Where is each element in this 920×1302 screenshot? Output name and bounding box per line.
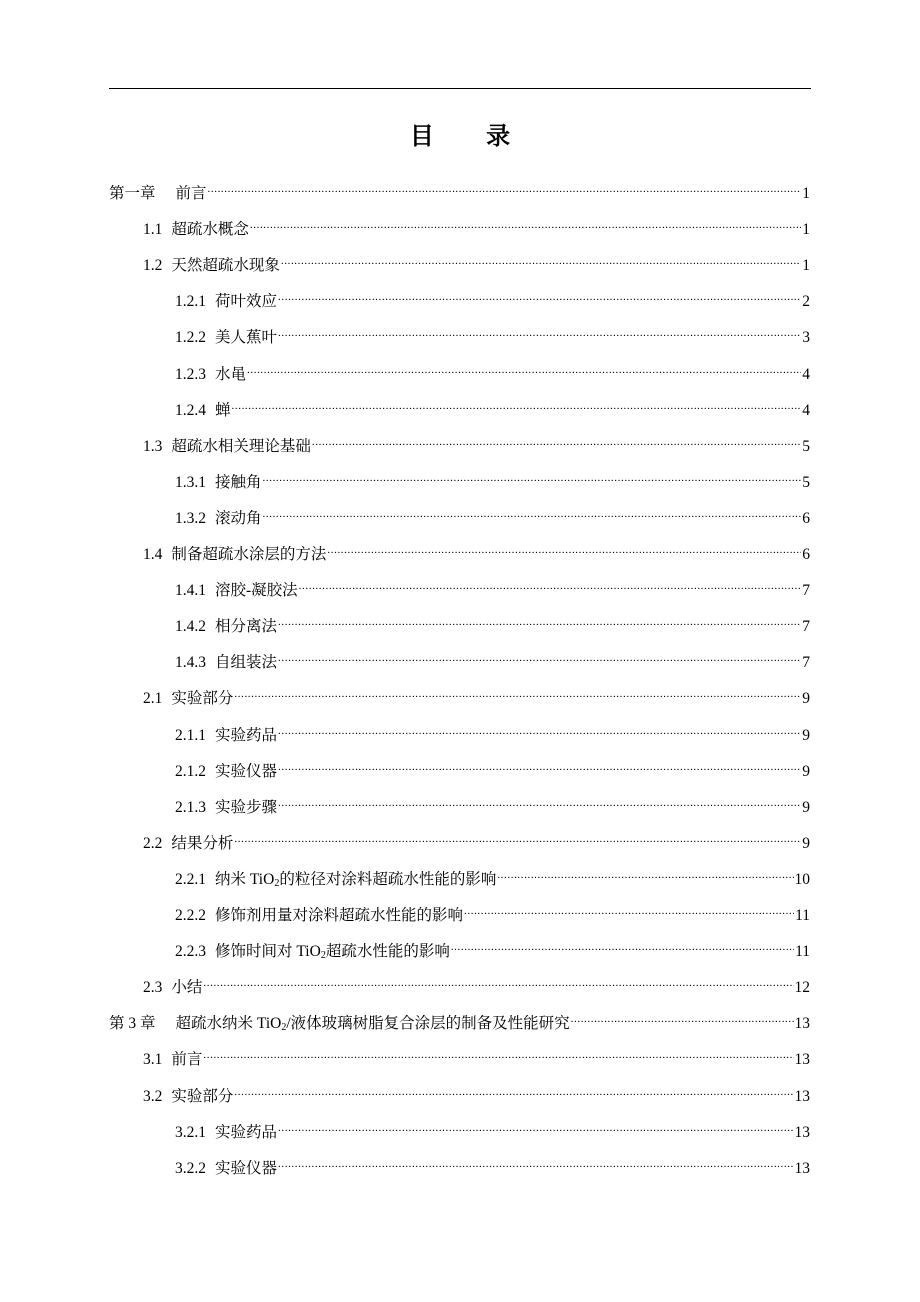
toc-entry-page: 1 [802, 185, 810, 202]
dot-leader [203, 1044, 793, 1064]
toc-entry-page: 6 [802, 546, 810, 563]
toc-entry[interactable] [175, 611, 810, 637]
toc-entry-number: 3.2.2 [175, 1159, 206, 1177]
toc-entry-label: 溶胶-凝胶法 [215, 582, 298, 600]
toc-entry-number: 3.1 [143, 1051, 163, 1069]
dot-leader [464, 900, 794, 920]
toc-entry-title [175, 328, 277, 348]
toc-entry[interactable] [143, 828, 810, 854]
toc-entry-title [175, 292, 277, 312]
toc-entry[interactable] [175, 792, 810, 818]
dot-leader [263, 467, 802, 487]
toc-entry-label: 修饰时间对 TiO [215, 943, 321, 961]
toc-entry-label: 美人蕉叶 [215, 329, 278, 347]
toc-title: 目 录 [409, 122, 533, 150]
toc-entry-number: 1.3 [143, 437, 163, 455]
dot-leader [299, 575, 802, 595]
toc-entry-number: 3.2.1 [175, 1123, 206, 1141]
toc-entry[interactable] [109, 1008, 810, 1034]
toc-entry-page: 9 [802, 798, 810, 816]
toc-entry-label: 实验仪器 [215, 1159, 278, 1177]
toc-entry-number: 2.1 [143, 690, 163, 708]
dot-leader [263, 503, 802, 523]
toc-entry-title [175, 509, 262, 529]
toc-entry-title [175, 1159, 277, 1179]
toc-entry-label: 小结 [171, 979, 203, 997]
dot-leader [281, 250, 801, 270]
toc-entry-label: 结果分析 [171, 834, 234, 852]
toc-entry-page: 4 [802, 365, 810, 383]
toc-entry-title [143, 437, 311, 457]
toc-entry-page: 3 [802, 329, 810, 347]
toc-entry-page: 1 [802, 257, 810, 275]
toc-entry-label: 滚动角 [215, 509, 262, 527]
toc-entry-page: 9 [802, 762, 810, 780]
toc-entry-number: 2.2.3 [175, 943, 206, 961]
dot-leader [571, 1008, 794, 1028]
toc-entry-number: 1.2.2 [175, 329, 206, 347]
toc-entry-page: 7 [802, 654, 810, 672]
toc-entry-title [175, 365, 246, 385]
toc-entry-label: 纳米 TiO [215, 870, 275, 888]
toc-entry[interactable] [143, 214, 810, 240]
toc-entry[interactable] [143, 1081, 810, 1107]
dot-leader [278, 1153, 793, 1173]
toc-entry-number: 1.4.2 [175, 618, 206, 636]
toc-entry-page: 9 [802, 726, 810, 744]
toc-entry-title [143, 220, 249, 240]
dot-leader [278, 756, 801, 776]
toc-entry-number: 2.1.2 [175, 762, 206, 780]
dot-leader [278, 322, 801, 342]
toc-entry-label: 实验药品 [215, 726, 278, 744]
toc-entry-number: 2.1.1 [175, 726, 206, 744]
toc-entry[interactable] [143, 250, 810, 276]
toc-entry[interactable] [175, 575, 810, 601]
toc-entry-label: 修饰剂用量对涂料超疏水性能的影响 [215, 907, 464, 924]
toc-entry-number: 2.1.3 [175, 798, 206, 816]
toc-entry[interactable] [143, 539, 810, 565]
toc-entry-label: 蝉 [215, 401, 231, 419]
dot-leader [278, 286, 801, 306]
toc-entry[interactable] [175, 1153, 810, 1179]
toc-entry-title [143, 1087, 233, 1107]
toc-entry-label: 前言 [175, 185, 207, 202]
toc-entry[interactable] [175, 864, 810, 890]
toc-entry-title [143, 545, 326, 565]
toc-entry-number: 3.2 [143, 1087, 163, 1105]
toc-entry-title [175, 942, 450, 962]
dot-leader [250, 214, 801, 234]
toc-entry-number: 1.3.1 [175, 473, 206, 491]
toc-entry-number: 1.3.2 [175, 509, 206, 527]
subscript: 2 [281, 1022, 287, 1034]
toc-entry-title [143, 689, 233, 709]
toc-entry[interactable] [143, 683, 810, 709]
toc-entry[interactable] [175, 467, 810, 493]
toc-entry-number: 第 3 章 [109, 1015, 156, 1033]
toc-entry-number: 1.4.1 [175, 582, 206, 600]
subscript: 2 [274, 877, 280, 889]
toc-entry-label: 自组装法 [215, 654, 278, 672]
toc-entry-page: 9 [802, 834, 810, 852]
toc-entry-page: 9 [802, 690, 810, 708]
toc-entry-number: 1.4.3 [175, 654, 206, 672]
toc-entry-title [109, 184, 207, 204]
toc-entry[interactable] [175, 395, 810, 421]
dot-leader [278, 611, 801, 631]
dot-leader [312, 431, 801, 451]
toc-entry-label: 实验部分 [171, 690, 234, 708]
dot-leader [247, 359, 801, 379]
toc-entry-title [175, 870, 496, 890]
toc-entry-title [175, 473, 262, 493]
toc-entry-page: 13 [794, 1015, 810, 1033]
dot-leader [203, 972, 793, 992]
toc-entry-title [143, 1050, 202, 1070]
dot-leader [234, 1081, 793, 1101]
toc-entry-label: 荷叶效应 [215, 293, 278, 311]
dot-leader [451, 936, 794, 956]
toc-entry-page: 13 [794, 1123, 810, 1141]
toc-entry[interactable] [175, 720, 810, 746]
toc-entry-label: 水黾 [215, 365, 247, 383]
dot-leader [232, 395, 802, 415]
toc-entry-label: 前言 [171, 1051, 203, 1069]
dot-leader [278, 792, 801, 812]
toc-entry-page: 11 [795, 943, 810, 961]
toc-entry-number: 1.2 [143, 257, 163, 275]
toc-entry-number: 1.2.1 [175, 293, 206, 311]
toc-entry-label-cont: 超疏水性能的影响 [325, 943, 450, 961]
toc-entry-label: 天然超疏水现象 [171, 257, 280, 275]
toc-entry-number: 1.1 [143, 221, 163, 239]
toc-entry-number: 2.2.2 [175, 907, 206, 924]
toc-entry-title [175, 726, 277, 746]
toc-entry[interactable] [175, 503, 810, 529]
toc-entry[interactable] [143, 1044, 810, 1070]
toc-entry[interactable] [175, 322, 810, 348]
toc-entry-title [143, 256, 280, 276]
toc-entry-page: 4 [802, 401, 810, 419]
toc-entry[interactable] [175, 359, 810, 385]
subscript: 2 [320, 950, 326, 962]
toc-entry-label: 超疏水相关理论基础 [171, 437, 311, 455]
toc-entry-label: 超疏水概念 [171, 221, 249, 239]
toc-entry-title [175, 617, 277, 637]
toc-entry-label: 相分离法 [215, 618, 278, 636]
toc-entry[interactable] [143, 972, 810, 998]
toc-entry[interactable] [143, 431, 810, 457]
toc-entry-title [175, 581, 298, 601]
toc-entry-page: 13 [794, 1087, 810, 1105]
dot-leader [234, 683, 801, 703]
toc-entry[interactable] [175, 1117, 810, 1143]
toc-entry-number: 1.2.4 [175, 401, 206, 419]
toc-entry-number: 2.2.1 [175, 870, 206, 888]
toc-entry-page: 10 [794, 870, 810, 888]
toc-entry[interactable] [109, 178, 810, 204]
toc-entry-label: 实验步骤 [215, 798, 278, 816]
dot-leader [497, 864, 793, 884]
toc-entry-page: 5 [802, 473, 810, 491]
toc-entry-label: 接触角 [215, 473, 262, 491]
dot-leader [278, 647, 801, 667]
toc-entry[interactable] [175, 286, 810, 312]
toc-entry-number: 第一章 [109, 185, 156, 202]
toc-entry-page: 13 [794, 1051, 810, 1069]
toc-entry-title [175, 906, 463, 926]
toc-entry-page: 7 [802, 582, 810, 600]
dot-leader [234, 828, 801, 848]
toc-entry-title [175, 798, 277, 818]
dot-leader [327, 539, 801, 559]
toc-entry-title [175, 762, 277, 782]
toc-entry-label: 制备超疏水涂层的方法 [171, 546, 327, 563]
toc-entry[interactable] [175, 900, 810, 926]
toc-entry-label-cont: 的粒径对涂料超疏水性能的影响 [279, 870, 497, 888]
toc-entry-label-cont: /液体玻璃树脂复合涂层的制备及性能研究 [286, 1015, 570, 1033]
toc-entry-page: 11 [795, 907, 810, 924]
toc-entry-page: 12 [794, 979, 810, 997]
toc-entry[interactable] [175, 936, 810, 962]
toc-entry-label: 实验仪器 [215, 762, 278, 780]
toc-entry-page: 5 [802, 437, 810, 455]
dot-leader [278, 1117, 793, 1137]
dot-leader [278, 720, 801, 740]
toc-entry[interactable] [175, 647, 810, 673]
toc-entry-page: 6 [802, 509, 810, 527]
toc-entry-title [143, 978, 202, 998]
toc-entry-label: 实验药品 [215, 1123, 278, 1141]
toc-entry-number: 1.4 [143, 546, 163, 563]
toc-entry-title [175, 401, 231, 421]
toc-entry-number: 2.2 [143, 834, 163, 852]
toc-entry-number: 1.2.3 [175, 365, 206, 383]
toc-entry[interactable] [175, 756, 810, 782]
dot-leader [208, 178, 802, 198]
toc-entry-title [143, 834, 233, 854]
toc-entry-title [175, 1123, 277, 1143]
toc-entry-page: 1 [802, 221, 810, 239]
toc-entry-page: 13 [794, 1159, 810, 1177]
toc-entry-number: 2.3 [143, 979, 163, 997]
toc-entry-page: 7 [802, 618, 810, 636]
toc-entry-title [109, 1014, 570, 1034]
toc-entry-label: 超疏水纳米 TiO [175, 1015, 282, 1033]
toc-entry-title [175, 653, 277, 673]
toc-entry-label: 实验部分 [171, 1087, 234, 1105]
toc-entry-page: 2 [802, 293, 810, 311]
